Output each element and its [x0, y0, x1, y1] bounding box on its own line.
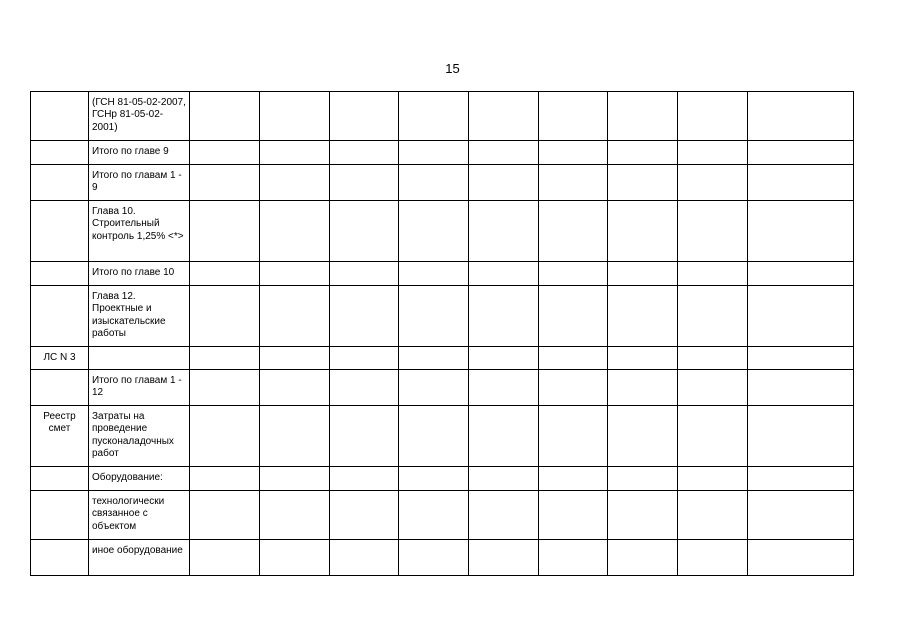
empty-value-cell	[469, 467, 539, 491]
row-code-cell	[31, 540, 89, 576]
row-code-cell: ЛС N 3	[31, 347, 89, 370]
row-description-cell: Оборудование:	[89, 467, 190, 491]
row-code-cell	[31, 262, 89, 286]
empty-value-cell	[608, 286, 678, 347]
empty-value-cell	[190, 491, 260, 540]
table-row	[31, 540, 854, 576]
empty-value-cell	[748, 262, 854, 286]
table-row	[31, 141, 854, 165]
empty-value-cell	[748, 165, 854, 201]
row-description-cell: Итого по главам 1 - 12	[89, 370, 190, 406]
table-row	[31, 262, 854, 286]
empty-value-cell	[330, 406, 399, 467]
empty-value-cell	[608, 92, 678, 141]
empty-value-cell	[608, 406, 678, 467]
row-description-cell: Глава 10. Строительный контроль 1,25% <*>	[89, 201, 190, 262]
empty-value-cell	[330, 286, 399, 347]
row-description-cell: иное оборудование	[89, 540, 190, 576]
empty-value-cell	[399, 347, 469, 370]
empty-value-cell	[399, 286, 469, 347]
empty-value-cell	[539, 141, 608, 165]
empty-value-cell	[608, 467, 678, 491]
empty-value-cell	[190, 92, 260, 141]
empty-value-cell	[678, 141, 748, 165]
table-row	[31, 92, 854, 141]
row-description-cell: Итого по главе 9	[89, 141, 190, 165]
empty-value-cell	[539, 201, 608, 262]
empty-value-cell	[190, 347, 260, 370]
empty-value-cell	[260, 406, 330, 467]
empty-value-cell	[399, 491, 469, 540]
table-row	[31, 406, 854, 467]
estimate-table	[30, 91, 854, 576]
page-number: 15	[445, 61, 460, 76]
empty-value-cell	[260, 540, 330, 576]
table-row	[31, 286, 854, 347]
empty-value-cell	[539, 165, 608, 201]
table-row	[31, 165, 854, 201]
empty-value-cell	[678, 286, 748, 347]
empty-value-cell	[330, 540, 399, 576]
empty-value-cell	[469, 347, 539, 370]
empty-value-cell	[399, 406, 469, 467]
empty-value-cell	[469, 370, 539, 406]
empty-value-cell	[260, 286, 330, 347]
empty-value-cell	[330, 201, 399, 262]
empty-value-cell	[469, 286, 539, 347]
row-description-cell: Глава 12. Проектные и изыскательские работы	[89, 286, 190, 347]
row-description-cell: Итого по главе 10	[89, 262, 190, 286]
empty-value-cell	[748, 92, 854, 141]
empty-value-cell	[678, 540, 748, 576]
empty-value-cell	[260, 491, 330, 540]
empty-value-cell	[190, 201, 260, 262]
empty-value-cell	[469, 141, 539, 165]
empty-value-cell	[539, 467, 608, 491]
empty-value-cell	[469, 262, 539, 286]
row-code-cell	[31, 92, 89, 141]
empty-value-cell	[678, 92, 748, 141]
empty-value-cell	[539, 370, 608, 406]
empty-value-cell	[608, 262, 678, 286]
table-row	[31, 347, 854, 370]
empty-value-cell	[399, 165, 469, 201]
empty-value-cell	[260, 370, 330, 406]
empty-value-cell	[469, 201, 539, 262]
estimate-table-body	[31, 92, 854, 576]
empty-value-cell	[330, 165, 399, 201]
empty-value-cell	[260, 141, 330, 165]
empty-value-cell	[260, 262, 330, 286]
row-code-cell	[31, 141, 89, 165]
empty-value-cell	[330, 370, 399, 406]
empty-value-cell	[748, 491, 854, 540]
table-row	[31, 491, 854, 540]
empty-value-cell	[748, 406, 854, 467]
empty-value-cell	[678, 262, 748, 286]
empty-value-cell	[469, 491, 539, 540]
empty-value-cell	[678, 165, 748, 201]
empty-value-cell	[260, 347, 330, 370]
empty-value-cell	[678, 201, 748, 262]
row-code-cell	[31, 286, 89, 347]
empty-value-cell	[399, 92, 469, 141]
empty-value-cell	[678, 370, 748, 406]
empty-value-cell	[330, 491, 399, 540]
row-description-cell: Итого по главам 1 - 9	[89, 165, 190, 201]
empty-value-cell	[399, 201, 469, 262]
empty-value-cell	[469, 92, 539, 141]
empty-value-cell	[748, 370, 854, 406]
row-code-cell	[31, 467, 89, 491]
row-code-cell	[31, 201, 89, 262]
empty-value-cell	[190, 467, 260, 491]
empty-value-cell	[608, 370, 678, 406]
empty-value-cell	[748, 467, 854, 491]
row-code-cell: Реестр смет	[31, 406, 89, 467]
empty-value-cell	[260, 467, 330, 491]
empty-value-cell	[748, 347, 854, 370]
empty-value-cell	[608, 540, 678, 576]
empty-value-cell	[539, 540, 608, 576]
row-description-cell: технологически связанное с объектом	[89, 491, 190, 540]
empty-value-cell	[330, 141, 399, 165]
empty-value-cell	[539, 491, 608, 540]
empty-value-cell	[469, 165, 539, 201]
empty-value-cell	[539, 406, 608, 467]
empty-value-cell	[539, 92, 608, 141]
empty-value-cell	[608, 347, 678, 370]
empty-value-cell	[190, 262, 260, 286]
empty-value-cell	[399, 262, 469, 286]
empty-value-cell	[330, 262, 399, 286]
empty-value-cell	[190, 165, 260, 201]
row-description-cell: (ГСН 81-05-02-2007, ГСНр 81-05-02-2001)	[89, 92, 190, 141]
table-row	[31, 201, 854, 262]
empty-value-cell	[748, 286, 854, 347]
row-code-cell	[31, 491, 89, 540]
empty-value-cell	[469, 406, 539, 467]
empty-value-cell	[539, 286, 608, 347]
row-code-cell	[31, 370, 89, 406]
row-description-cell	[89, 347, 190, 370]
empty-value-cell	[678, 347, 748, 370]
empty-value-cell	[260, 201, 330, 262]
table-row	[31, 467, 854, 491]
empty-value-cell	[190, 286, 260, 347]
empty-value-cell	[399, 540, 469, 576]
row-code-cell	[31, 165, 89, 201]
empty-value-cell	[190, 406, 260, 467]
empty-value-cell	[330, 347, 399, 370]
empty-value-cell	[748, 141, 854, 165]
empty-value-cell	[608, 201, 678, 262]
table-row	[31, 370, 854, 406]
empty-value-cell	[678, 467, 748, 491]
empty-value-cell	[399, 370, 469, 406]
empty-value-cell	[748, 201, 854, 262]
empty-value-cell	[748, 540, 854, 576]
empty-value-cell	[330, 92, 399, 141]
empty-value-cell	[190, 370, 260, 406]
empty-value-cell	[469, 540, 539, 576]
empty-value-cell	[399, 467, 469, 491]
empty-value-cell	[190, 540, 260, 576]
empty-value-cell	[678, 491, 748, 540]
row-description-cell: Затраты на проведение пусконаладочных работ	[89, 406, 190, 467]
empty-value-cell	[190, 141, 260, 165]
empty-value-cell	[539, 262, 608, 286]
empty-value-cell	[608, 141, 678, 165]
empty-value-cell	[260, 165, 330, 201]
empty-value-cell	[678, 406, 748, 467]
empty-value-cell	[399, 141, 469, 165]
empty-value-cell	[260, 92, 330, 141]
empty-value-cell	[330, 467, 399, 491]
empty-value-cell	[608, 491, 678, 540]
empty-value-cell	[539, 347, 608, 370]
empty-value-cell	[608, 165, 678, 201]
